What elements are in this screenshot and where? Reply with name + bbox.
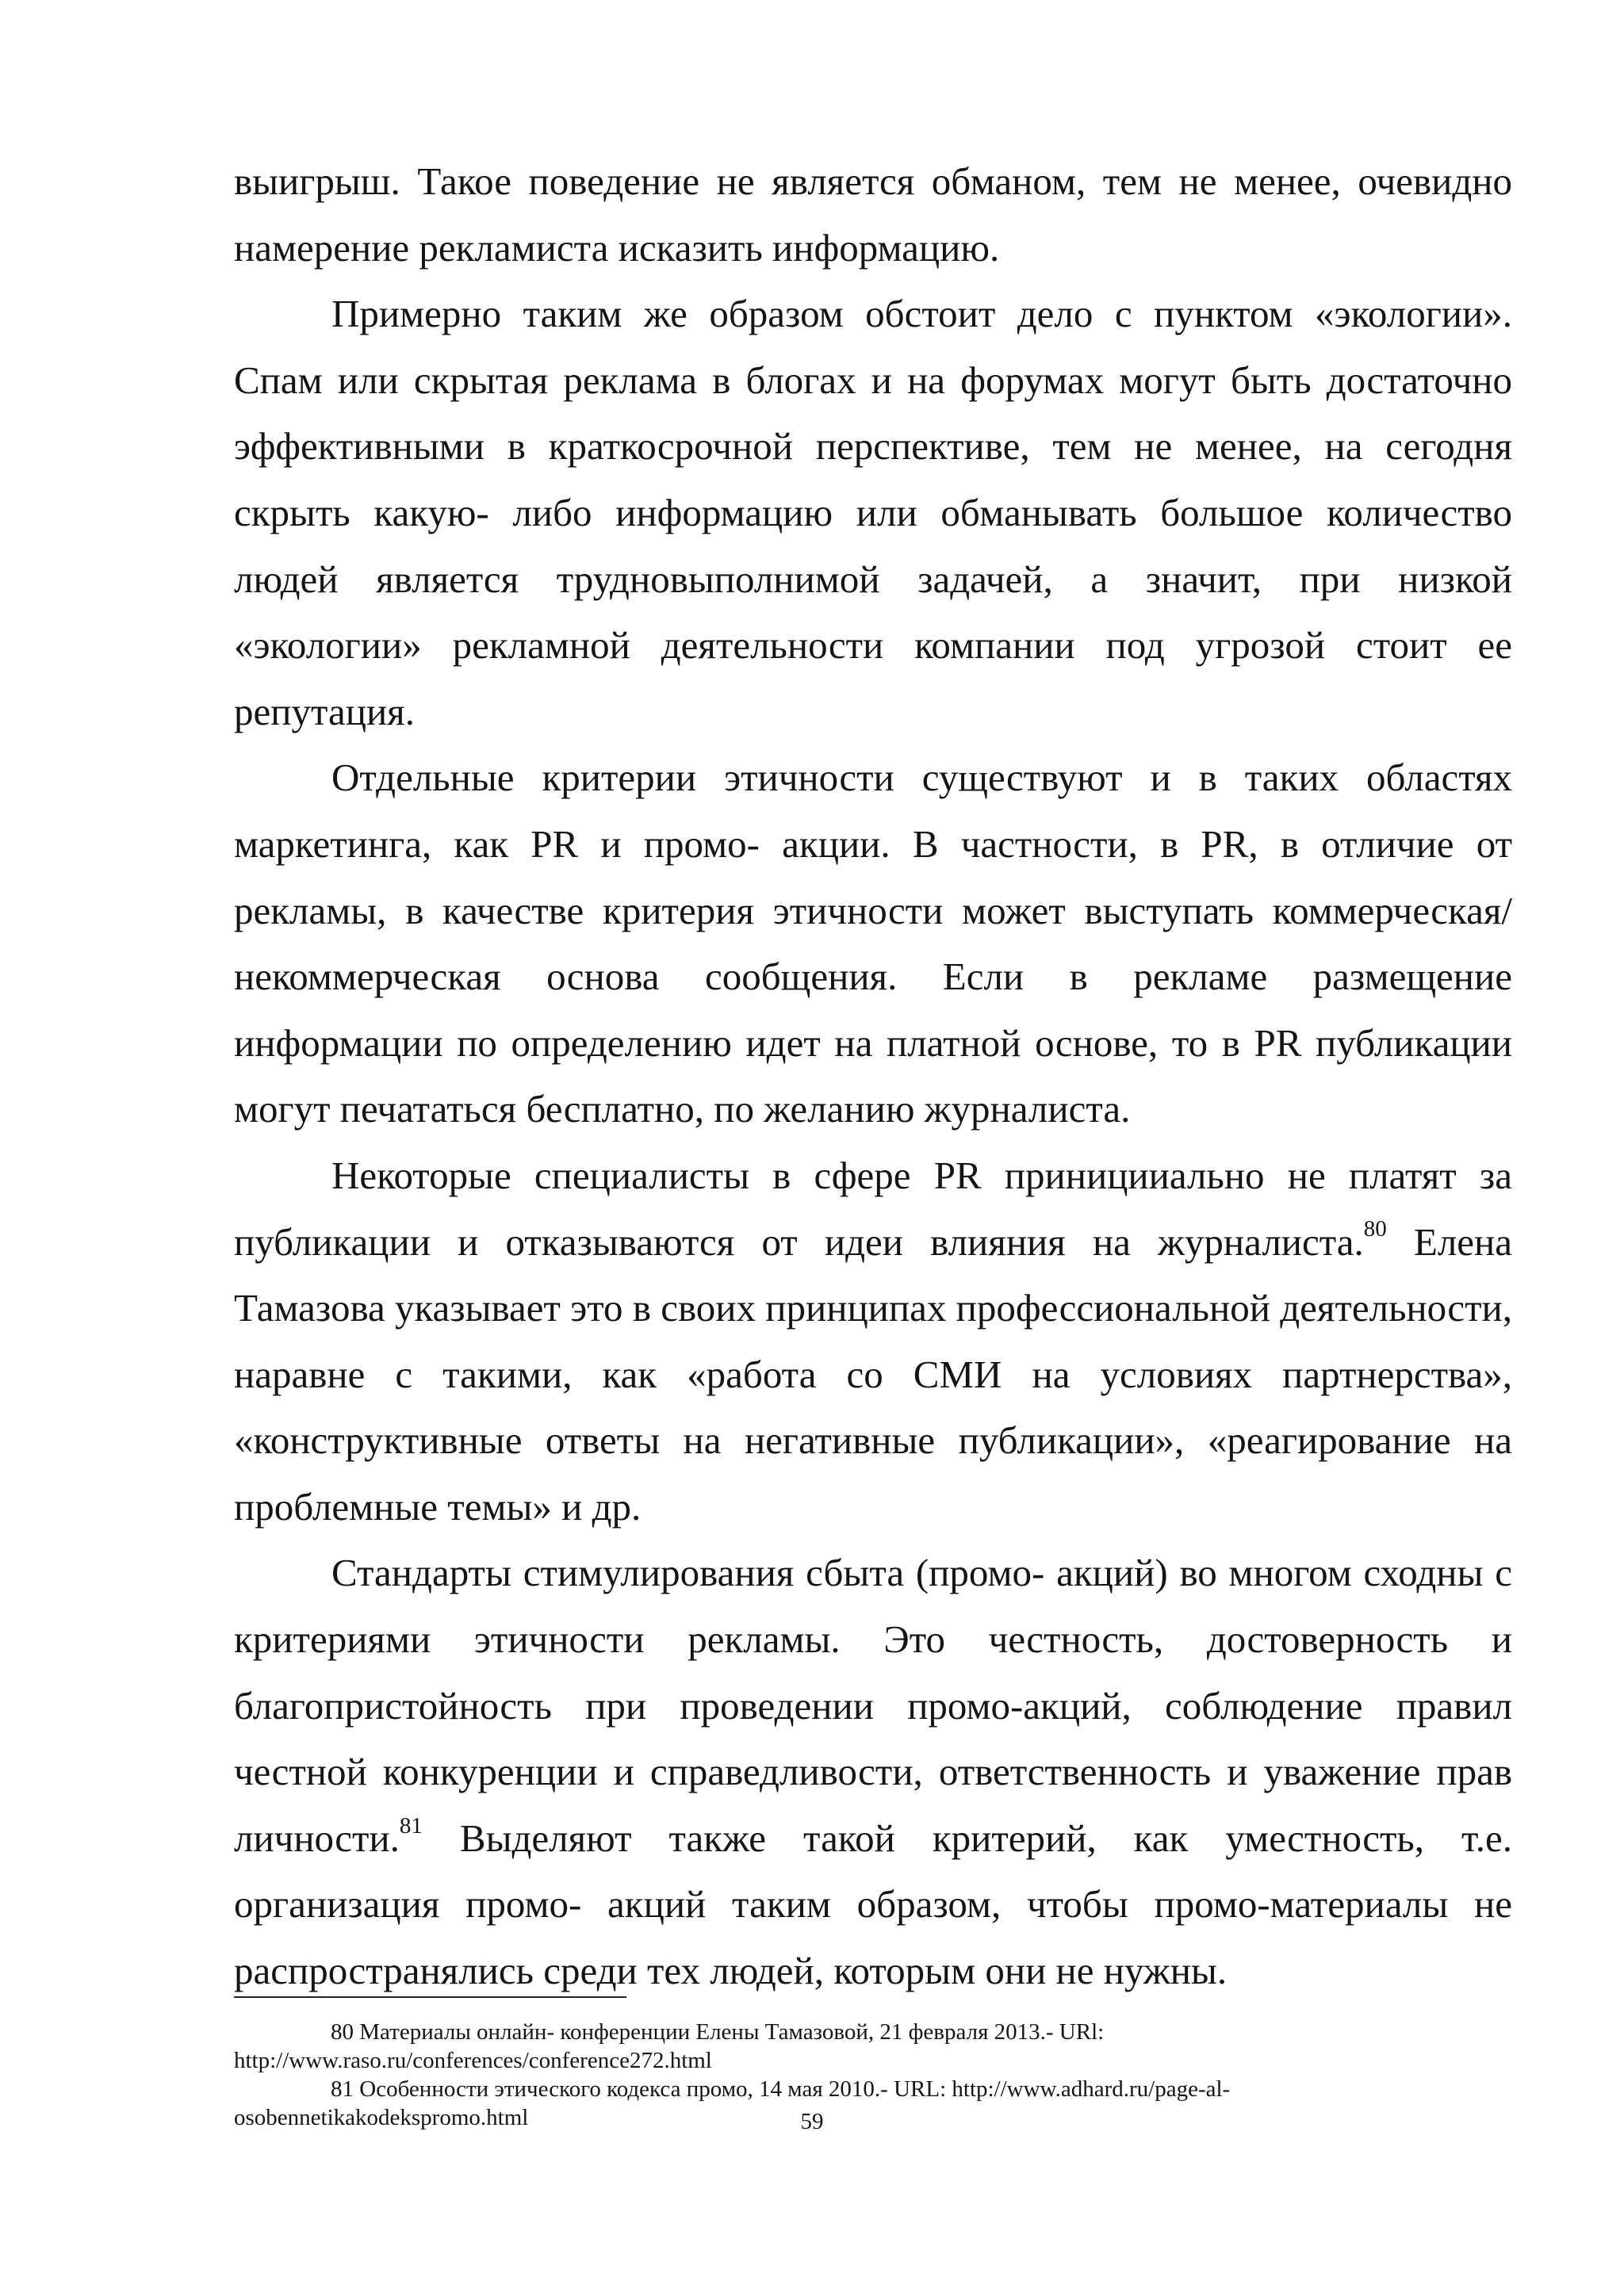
text-line: организация промо- акций таким образом, чтобы промо-материалы не [234,1882,1512,1927]
text-line: печататься бесплатно, по желанию журналиста. [339,1087,1131,1131]
footnote-ref-81: 81 [399,1812,423,1839]
text-line: в качестве критерия этичности может выступать коммерческая/ [405,888,1513,932]
text-line: Елена [1386,1219,1512,1264]
text-line: критериями этичности рекламы. Это честность, достоверность и [234,1617,1512,1662]
footnote-url: osobennetikakodekspromo.html [234,2105,529,2130]
footnote-separator [234,1996,626,1998]
text-line: или скрытая реклама в блогах и на форумах могут быть достаточно [337,358,1512,402]
text-line: намерение рекламиста исказить информацию. [234,225,1000,270]
text-line: Стандарты стимулирования сбыта (промо- акций) во многом сходны с [331,1551,1512,1595]
text-line: по определению идет на платной основе, то в PR публикации могут [234,1020,1512,1131]
paragraph-5 [234,1540,1512,2003]
footnote-80 [234,2018,1512,2075]
footnote-ref-80: 80 [1363,1216,1387,1242]
text-line: личности. [234,1816,400,1860]
text-line: Тамазова указывает это в своих принципах профессиональной деятельности, [234,1286,1512,1330]
text-line: честной конкуренции и справедливости, ответственность и уважение прав [234,1750,1512,1794]
text-line: распространялись среди тех людей, которым они не нужны. [234,1949,1228,1993]
text-line: эффективными в краткосрочной перспективе, тем не менее, на сегодня [234,424,1512,469]
paragraph-4 [234,1142,1512,1540]
page-number: 59 [800,2109,824,2134]
text-line: проблемные темы» и др. [234,1484,642,1529]
text-line: скрыть какую- либо информацию или обманывать большое количество [234,490,1512,534]
text-line: выигрыш. Такое поведение не является обманом, тем не менее, очевидно [234,159,1512,203]
text-line: Выделяют также такой критерий, как уместность, т.е. [422,1816,1512,1860]
text-line: Отдельные критерии этичности существуют и в таких областях [331,756,1512,800]
text-line: наравне с такими, как «работа со СМИ на условиях партнерства», [234,1352,1512,1396]
paragraph-1 [234,148,1512,281]
text-line: людей является трудновыполнимой задачей, а значит, при низкой «экологии» [234,557,1512,668]
text-line: публикации и отказываются от идеи влияния на журналиста. [234,1219,1364,1264]
text-line: благопристойность при проведении промо-акций, соблюдение правил [234,1683,1512,1728]
paragraph-2 [234,281,1512,744]
text-line: маркетинга, как PR и промо- акции. В частности, в PR, в отличие от рекламы, [234,821,1512,932]
text-line: некоммерческая основа сообщения. Если в рекламе размещение информации [234,955,1512,1065]
text-line: «конструктивные ответы на негативные публикации», «реагирование на [234,1418,1512,1463]
text-line: Примерно таким же образом обстоит дело с пунктом «экологии». Спам [234,292,1512,402]
footnote-text: 81 Особенности этического кодекса промо, 14 мая 2010.- URL: http://www.adhard.ru/page-al- [331,2076,1231,2102]
footnote-url: http://www.raso.ru/conferences/conference272.html [234,2048,712,2073]
text-line: рекламной деятельности компании под угрозой стоит ее репутация. [234,623,1513,733]
body-text [234,148,1512,2004]
footnote-text: 80 Материалы онлайн- конференции Елены Тамазовой, 21 февраля 2013.- URl: [331,2019,1105,2045]
paragraph-3 [234,744,1512,1142]
text-line: Некоторые специалисты в сфере PR приницииально не платят за [331,1153,1512,1197]
